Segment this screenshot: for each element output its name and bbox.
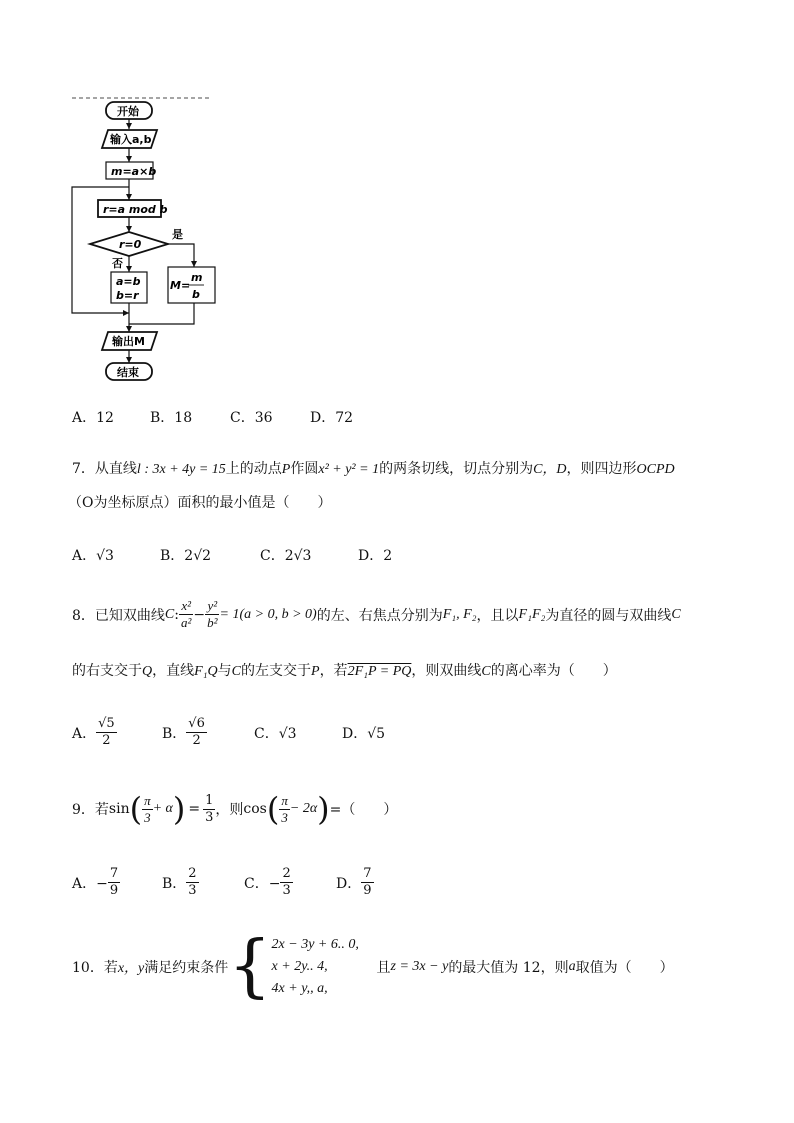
- q10-text: 满足约束条件: [144, 960, 229, 976]
- q7-option-c[interactable]: C．2√3: [260, 548, 312, 564]
- q8-options: [72, 716, 385, 749]
- q7-var-p: P: [281, 462, 291, 477]
- q9-minus-2alpha: − 2α: [289, 801, 318, 816]
- q7-text: 的两条切线，切点分别为: [379, 461, 534, 477]
- q9-option-d[interactable]: D． $\frac{7}{9}$: [336, 866, 372, 898]
- q7-option-d[interactable]: D．2: [358, 548, 393, 564]
- q7-options: [72, 545, 392, 565]
- q8-var-c: C: [231, 664, 241, 679]
- q8-option-b[interactable]: B． $\frac{√6}{2}$: [162, 716, 205, 748]
- q10-var-a: a: [568, 959, 576, 974]
- q8-var-c: C: [671, 606, 681, 622]
- q8-line-f1q: F₁Q: [194, 664, 218, 679]
- q8-var-c: C: [164, 606, 175, 622]
- q6-option-c[interactable]: C．36: [230, 410, 273, 426]
- q9-paren: ): [317, 790, 330, 828]
- q6-option-b[interactable]: B．18: [150, 410, 193, 426]
- q7-var-l: l: [136, 462, 141, 477]
- q8-frac-x: $\frac{\text{x²}}{\text{a²}}$: [180, 598, 192, 630]
- q9-options: [72, 866, 374, 899]
- q9-text: =（ ）: [329, 802, 398, 818]
- q7-text: ，则四边形: [566, 461, 637, 477]
- flow-end: 结束: [117, 366, 139, 379]
- q9-plus-alpha: + α: [152, 801, 173, 816]
- q7-stem-line1: [72, 458, 675, 478]
- q6-options: [72, 407, 353, 427]
- q7-text: 上的动点: [225, 461, 282, 477]
- q7-text: 7．从直线: [72, 461, 137, 477]
- q10-text: 10．若: [72, 960, 118, 976]
- flow-yes: 是: [172, 228, 183, 241]
- q8-text: 8．已知双曲线: [72, 607, 165, 624]
- q8-option-a[interactable]: A． $\frac{√5}{2}$: [72, 716, 115, 748]
- flow-step-m: m=a×b: [111, 165, 157, 178]
- q8-text: 的左、右焦点分别为: [316, 607, 443, 624]
- q8-f1f2: F₁F₂: [518, 606, 546, 622]
- q10-constraints: [272, 934, 377, 1000]
- q10-text: 的最大值为 12，则: [448, 960, 569, 976]
- q7-quad: OCPD: [636, 462, 675, 477]
- flow-input: 输入a,b: [110, 133, 152, 146]
- flow-step-r: r=a mod b: [103, 203, 168, 216]
- q8-text: 与: [217, 663, 232, 679]
- q9-paren: ): [172, 790, 186, 828]
- q9-frac-pi3b: $\frac{\pi}{3}$: [281, 792, 288, 825]
- q9-stem: [72, 790, 397, 828]
- q7-option-b[interactable]: B．2√2: [160, 548, 212, 564]
- q10-vars: x，y: [117, 961, 145, 976]
- q9-frac-pi3: $\frac{\pi}{3}$: [144, 792, 151, 825]
- q9-cos: cos: [243, 801, 267, 817]
- q9-frac-13: $\frac{1}{3}$: [205, 792, 214, 825]
- q8-option-d[interactable]: D．√5: [342, 725, 386, 742]
- q9-option-c[interactable]: C．− $\frac{2}{3}$: [244, 866, 291, 898]
- q7-option-a[interactable]: A．√3: [72, 548, 114, 564]
- q8-condition: = 1(a > 0, b > 0): [219, 606, 317, 622]
- flow-assign-a: a=b: [116, 275, 141, 288]
- q8-option-c[interactable]: C．√3: [254, 725, 297, 742]
- q8-minus: −: [193, 606, 206, 623]
- flow-no: 否: [112, 257, 123, 270]
- flow-assign-b: b=r: [116, 289, 139, 302]
- q8-text: 的右支交于: [72, 663, 142, 679]
- q8-var-q: Q: [142, 664, 153, 679]
- q7-circle-eq: x² + y² = 1: [318, 462, 380, 477]
- q8-text: 为直径的圆与双曲线: [545, 607, 672, 624]
- q8-foci: F₁, F₂: [442, 606, 477, 622]
- flow-condition: r=0: [119, 238, 142, 251]
- q7-points: C，D: [533, 462, 567, 477]
- q7-line-eq: : 3x + 4y = 15: [140, 462, 226, 477]
- q7-stem-line2: （O为坐标原点）面积的最小值是（ ）: [68, 495, 332, 511]
- q8-var-p: P: [311, 664, 320, 679]
- q7-text: 作圆: [290, 461, 319, 477]
- q8-text: 的左支交于: [241, 663, 311, 679]
- q9-text: ，则: [215, 802, 244, 818]
- q10-constraint-2: x + 2y.. 4,: [271, 959, 328, 974]
- q9-text: 9．若: [72, 802, 109, 818]
- q9-eq: =: [188, 801, 201, 817]
- q8-stem-line1: [72, 598, 681, 631]
- q10-brace: {: [228, 927, 272, 1006]
- q9-paren: (: [129, 790, 143, 828]
- flow-m-label: M=: [170, 279, 191, 292]
- q8-text: ，直线: [152, 663, 195, 679]
- flow-m-num: m: [191, 271, 203, 284]
- q8-frac-y: $\frac{\text{y²}}{\text{b²}}$: [207, 598, 218, 630]
- flow-start: 开始: [117, 105, 139, 118]
- q9-sin: sin: [108, 801, 130, 817]
- q8-text: ，则双曲线: [411, 663, 482, 679]
- flow-m-den: b: [192, 288, 200, 301]
- q10-stem: [72, 927, 674, 1006]
- q10-text: 取值为（ ）: [575, 960, 674, 976]
- q9-option-b[interactable]: B． $\frac{2}{3}$: [162, 866, 197, 898]
- flow-output: 输出M: [112, 335, 145, 348]
- q9-option-a[interactable]: A．− $\frac{7}{9}$: [72, 866, 119, 898]
- q9-paren: (: [266, 790, 280, 828]
- q8-text: 的离心率为（ ）: [490, 663, 617, 679]
- q8-text: ，且以: [476, 607, 519, 624]
- flowchart: [60, 95, 230, 390]
- q10-constraint-3: 4x + y,, a,: [271, 981, 328, 996]
- q6-option-d[interactable]: D．72: [310, 410, 354, 426]
- q10-text: 且: [376, 960, 391, 976]
- q10-constraint-1: 2x − 3y + 6.. 0,: [271, 937, 359, 952]
- q8-stem-line2: [72, 660, 617, 680]
- q8-var-c: C: [481, 664, 491, 679]
- q10-objective: z = 3x − y: [390, 959, 449, 974]
- q6-option-a[interactable]: A．12: [72, 410, 114, 426]
- q8-colon: :: [174, 606, 179, 623]
- q8-vector-eq: 2F₁P = PQ: [347, 664, 412, 679]
- q8-text: ，若: [319, 663, 348, 679]
